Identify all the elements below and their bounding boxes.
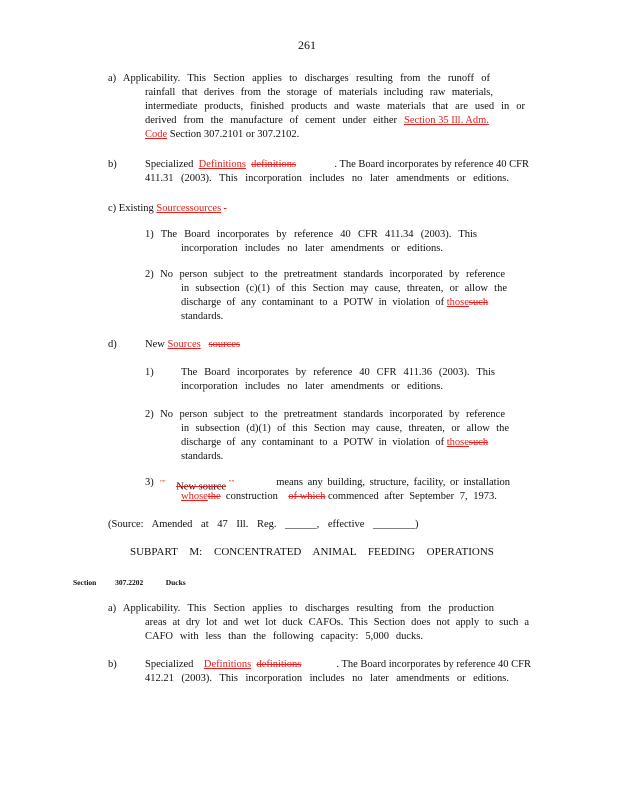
ducks-a-line-1: a) Applicability. This Section applies to discharges resulting from the production <box>108 603 494 614</box>
para-d1-line-1: The Board incorporates by reference 40 CFR 411.36 (2003). This <box>181 367 495 378</box>
para-a-line-1: a) Applicability. This Section applies to discharges resulting from the runoff of <box>108 73 490 84</box>
para-c1-line-2: incorporation includes no later amendments or editions. <box>181 243 443 254</box>
quote-close: "" <box>228 479 235 487</box>
ducks-b-line-1: Specialized Definitions definitions . The Board incorporates by reference 40 CFR <box>145 659 531 670</box>
para-d2-line-3: discharge of any contaminant to a POTW in violation of thosesuch <box>181 437 489 448</box>
para-d-heading <box>145 338 240 352</box>
para-a-line-5 <box>145 128 299 142</box>
para-b-label: b) <box>108 159 117 170</box>
delete-such-d: such <box>468 437 489 448</box>
para-c-pre: c) Existing <box>108 203 154 214</box>
para-a-line-4: derived from the manufacture of cement under either <box>145 115 397 126</box>
source-note: (Source: Amended at 47 Ill. Reg. ______, effective ________) <box>108 519 419 530</box>
section-heading: Section 307.2202 Ducks <box>73 578 186 587</box>
delete-such: such <box>468 297 489 308</box>
para-d3-label: 3) <box>145 477 154 488</box>
para-c2-line-2: in subsection (c)(1) of this Section may cause, threaten, or allow the <box>181 283 507 294</box>
para-d3-rest: means any building, structure, facility, or installation <box>276 477 510 488</box>
para-d1-label: 1) <box>145 367 154 378</box>
delete-the: the <box>207 491 221 502</box>
para-c2-line-3: discharge of any contaminant to a POTW in violation of thosesuch <box>181 297 489 308</box>
new-source-term: New source <box>176 481 227 493</box>
para-d1-line-2: incorporation includes no later amendments or editions. <box>181 381 443 392</box>
para-d2-line-4: standards. <box>181 451 224 462</box>
ducks-a-line-2: areas at dry lot and wet lot duck CAFOs. This Section does not apply to such a <box>145 617 529 628</box>
delete-sources-d: sources <box>208 339 241 350</box>
insert-sources-d: Sources <box>167 339 201 350</box>
ducks-a-line-3: CAFO with less than the following capacity: 5,000 ducks. <box>145 631 423 642</box>
insert-code-ref: Code <box>145 129 168 140</box>
para-a-line-2: rainfall that derives from the storage of materials including raw materials, <box>145 87 493 98</box>
para-b-line-1 <box>145 158 529 172</box>
ducks-delete-definitions: definitions <box>256 659 302 670</box>
subpart-title: SUBPART M: CONCENTRATED ANIMAL FEEDING OPERATIONS <box>130 546 494 558</box>
insert-sources: Sourcessources <box>156 203 222 214</box>
para-b-line-2: 411.31 (2003). This incorporation includes no later amendments or editions. <box>145 173 509 184</box>
insert-definitions: Definitions <box>198 159 246 170</box>
delete-placeholder <box>224 202 256 216</box>
ducks-b-post: . The Board incorporates by reference 40 CFR <box>336 659 531 670</box>
ducks-b-line-2: 412.21 (2003). This incorporation includes no later amendments or editions. <box>145 673 509 684</box>
para-c-heading <box>108 202 256 216</box>
para-c1-line-1: 1) The Board incorporates by reference 40 CFR 411.34 (2003). This <box>145 229 477 240</box>
quote-open: "" <box>160 479 166 487</box>
para-d-pre: New <box>145 339 165 350</box>
para-b-post: . The Board incorporates by reference 40 CFR <box>334 159 529 170</box>
ducks-insert-definitions: Definitions <box>203 659 252 670</box>
insert-those: those <box>446 297 469 308</box>
para-c2-line-4: standards. <box>181 311 224 322</box>
para-a-end: Section 307.2101 or 307.2102. <box>169 129 300 140</box>
para-b-pre: Specialized <box>145 159 194 170</box>
para-c2-line-1: 2) No person subject to the pretreatment standards incorporated by reference <box>145 269 505 280</box>
para-a-line-3: intermediate products, finished products and waste materials that are used in or <box>145 101 525 112</box>
para-d3-line-2: whosethe construction of which commenced after September 7, 1973. <box>181 491 497 502</box>
delete-definitions: definitions <box>251 159 297 170</box>
para-d-label: d) <box>108 339 117 350</box>
ducks-b-label: b) <box>108 659 117 670</box>
para-d2-line-2: in subsection (d)(1) of this Section may cause, threaten, or allow the <box>181 423 509 434</box>
insert-section-ref: Section 35 Ill. Adm. <box>404 115 489 126</box>
para-d2-line-1: 2) No person subject to the pretreatment standards incorporated by reference <box>145 409 505 420</box>
insert-those-d: those <box>446 437 469 448</box>
insert-whose: whose <box>181 491 208 502</box>
delete-of-which: of which <box>288 491 326 502</box>
page-number: 261 <box>298 38 316 52</box>
